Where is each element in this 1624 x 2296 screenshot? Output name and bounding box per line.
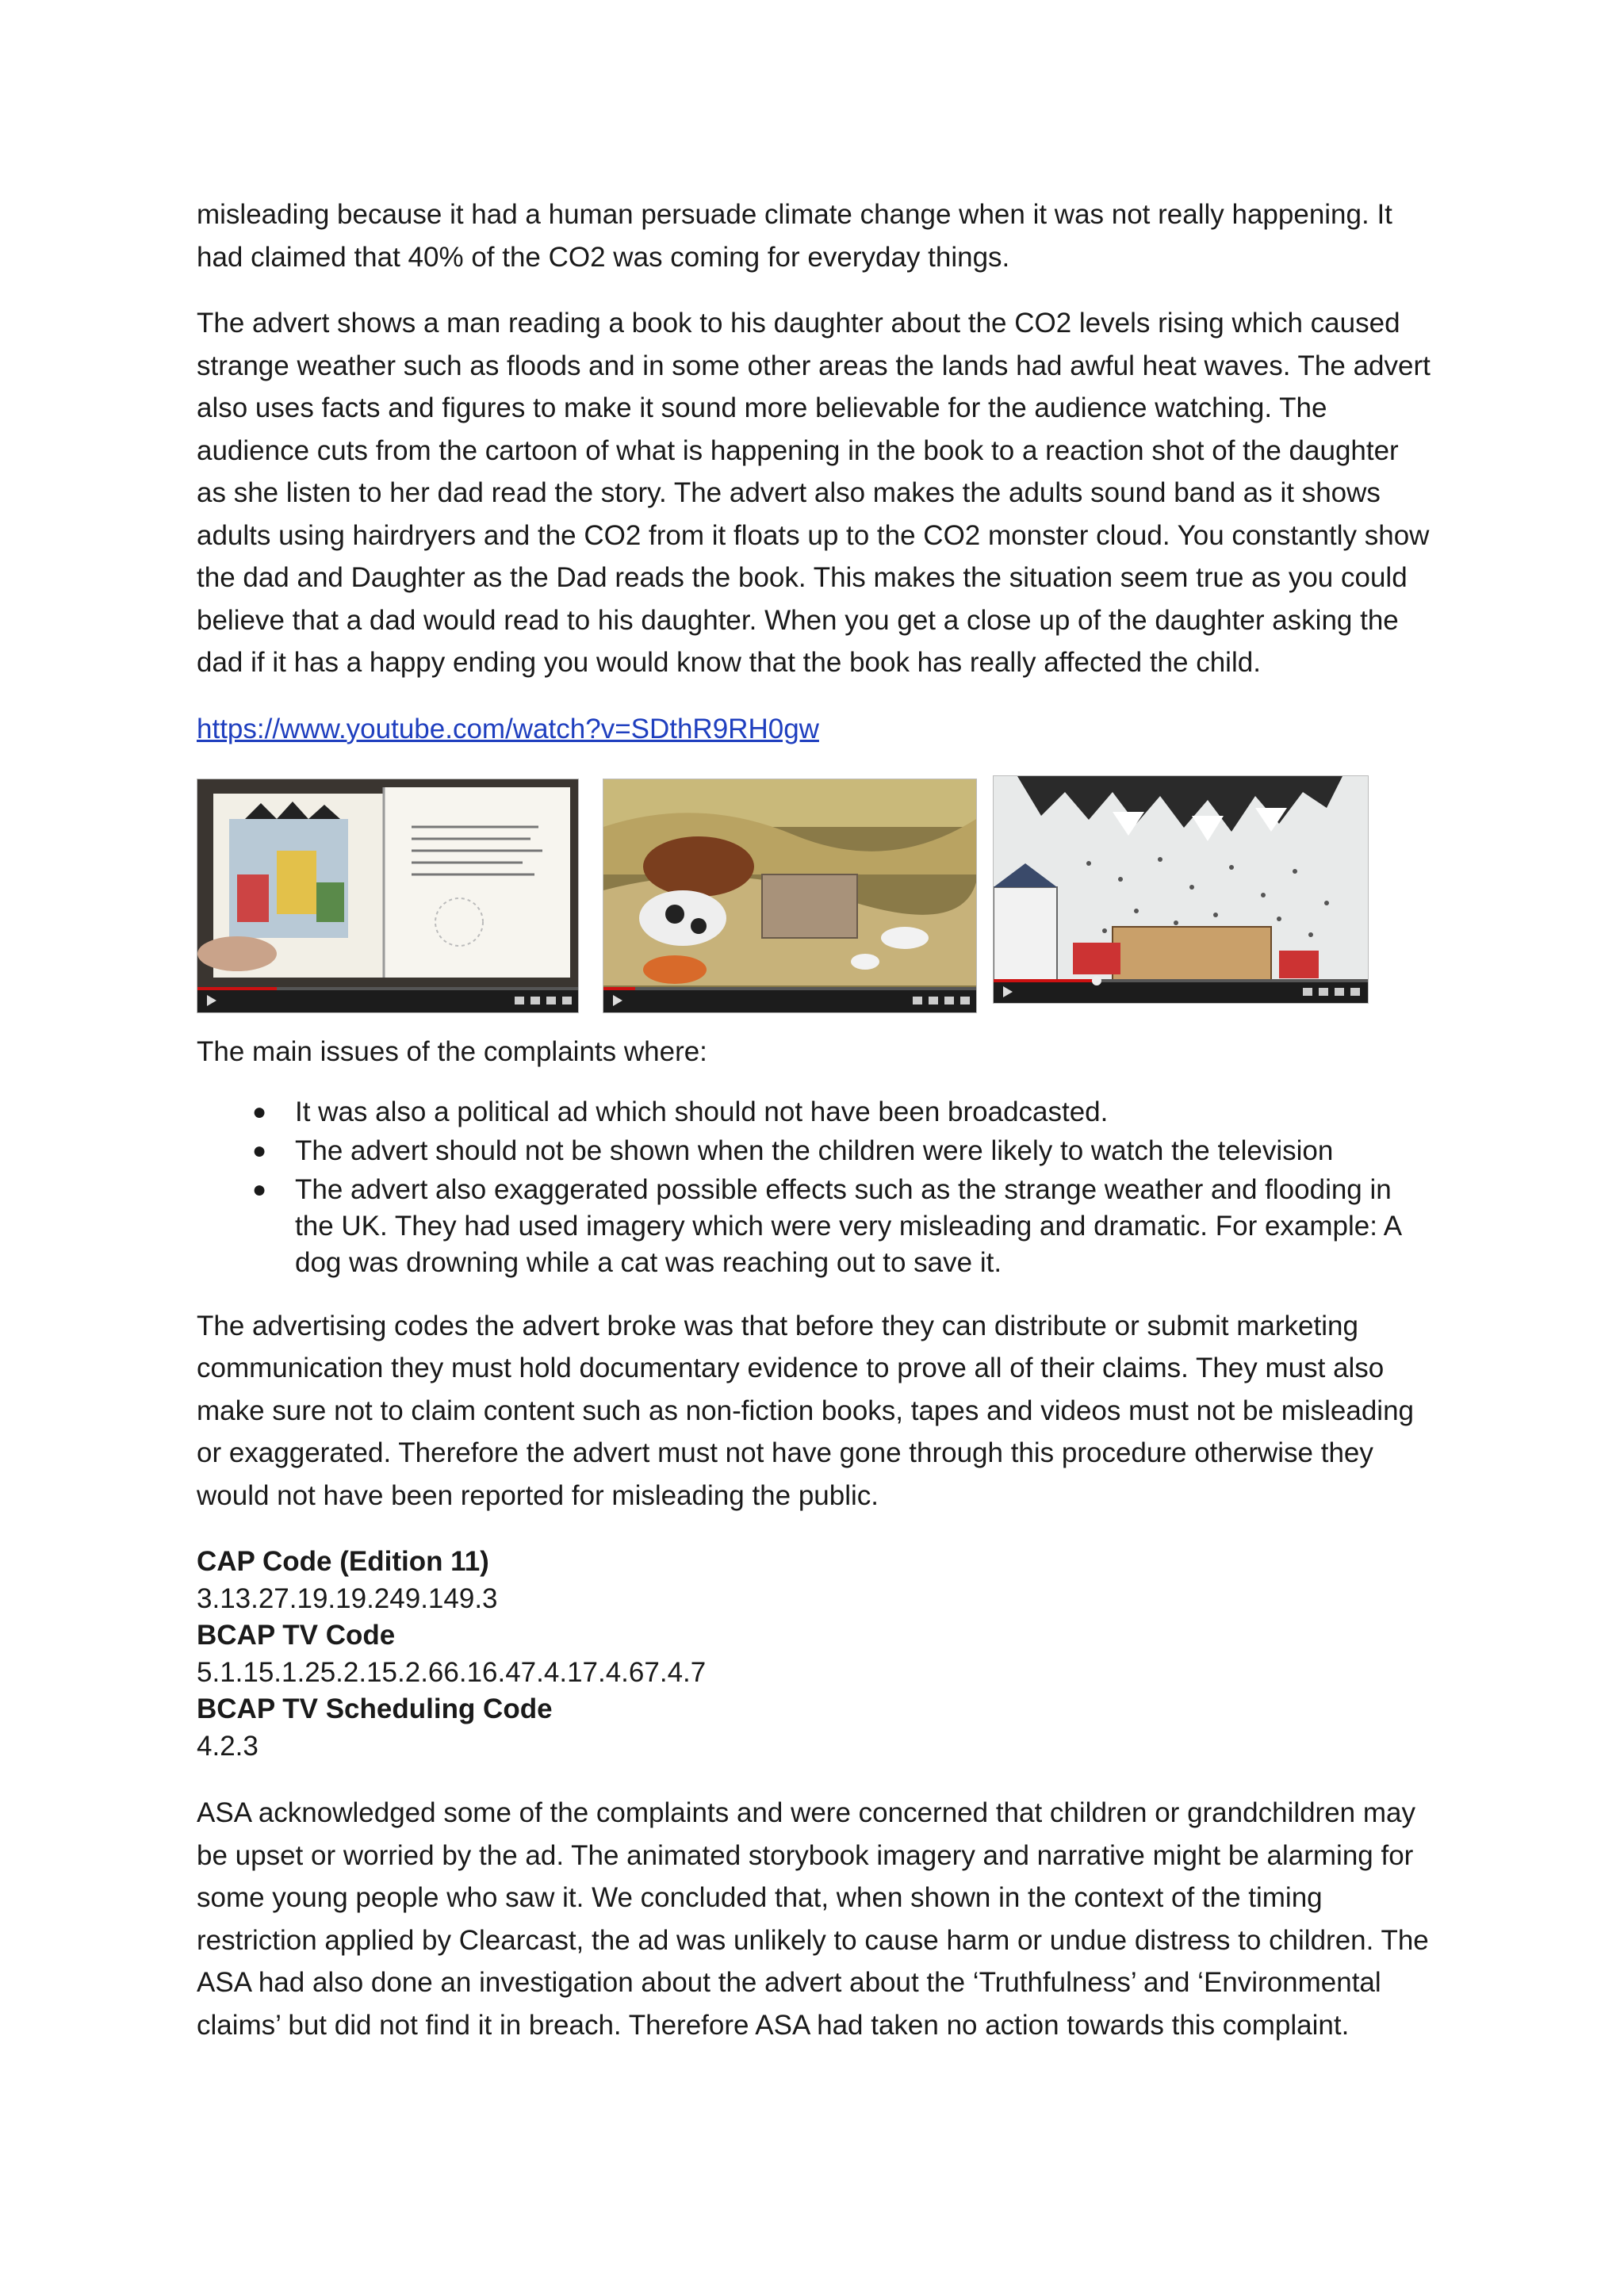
video-screenshots <box>197 779 1434 1016</box>
bcap-scheduling-value: 4.2.3 <box>197 1730 259 1762</box>
issues-heading: The main issues of the complaints where: <box>197 1036 707 1067</box>
codes-block <box>197 1544 1434 1765</box>
cap-code-heading: CAP Code (Edition 11) <box>197 1546 489 1577</box>
bcap-scheduling-heading: BCAP TV Scheduling Code <box>197 1693 553 1724</box>
bcap-tv-code-heading: BCAP TV Code <box>197 1620 396 1651</box>
bullet-icon: ● <box>252 1137 267 1164</box>
youtube-link[interactable]: https://www.youtube.com/watch?v=SDthR9RH0gw <box>197 713 819 744</box>
bullet-icon: ● <box>252 1098 267 1125</box>
bcap-tv-code-value: 5.1.15.1.25.2.15.2.66.16.47.4.17.4.67.4.7 <box>197 1656 707 1688</box>
video-screenshot-1[interactable] <box>197 779 579 1013</box>
paragraph-advert-description: The advert shows a man reading a book to his daughter about the CO2 levels rising which caused strange weather such as floods and in some other areas the lands had awful heat waves. The advert also uses facts and figures to make it sound more believable for the audience watching. The audience cuts from the cartoon of what is happening in the book to a reaction shot of the daughter as she listen to her dad read the story. The advert also makes the adults sound band as it shows adults using hairdryers and the CO2 from it floats up to the CO2 monster cloud. You constantly show the dad and Daughter as the Dad reads the book. This makes the situation seem true as you could believe that a dad would read to his daughter. When you get a close up of the daughter asking the dad if it has a happy ending you would know that the book has really affected the child. <box>197 308 1431 678</box>
issues-list <box>197 1094 1434 1281</box>
paragraph-advertising-codes: The advertising codes the advert broke was that before they can distribute or submit marketing communication they must hold documentary evidence to prove all of their claims. They must also make sure not to claim content such as non-fiction books, tapes and videos must not be misleading or exaggerated. Therefore the advert must not have gone through this procedure otherwise they would not have been reported for misleading the public. <box>197 1310 1415 1511</box>
cap-code-value: 3.13.27.19.19.249.149.3 <box>197 1582 498 1614</box>
bullet-icon: ● <box>252 1176 267 1203</box>
list-item: ● The advert also exaggerated possible effects such as the strange weather and flooding in the UK. They had used imagery which were very misleading and dramatic. For example: A dog was drowning while a cat was reaching out to save it. <box>197 1172 1434 1281</box>
paragraph-intro: misleading because it had a human persuade climate change when it was not really happening. It had claimed that 40% of the CO2 was coming for everyday things. <box>197 199 1392 273</box>
list-item: ● The advert should not be shown when the children were likely to watch the television <box>197 1133 1434 1169</box>
video-screenshot-3[interactable] <box>993 775 1369 1004</box>
paragraph-asa-conclusion: ASA acknowledged some of the complaints and were concerned that children or grandchildren may be upset or worried by the ad. The animated storybook imagery and narrative might be alarming for some young people who saw it. We concluded that, when shown in the context of the timing restriction applied by Clearcast, the ad was unlikely to cause harm or undue distress to children. The ASA had also done an investigation about the advert about the ‘Truthfulness’ and ‘Environmental claims’ but did not find it in breach. Therefore ASA had taken no action towards this complaint. <box>197 1797 1429 2041</box>
list-item: ● It was also a political ad which should not have been broadcasted. <box>197 1094 1434 1131</box>
video-screenshot-2[interactable] <box>603 779 977 1013</box>
document-body <box>197 193 1434 2046</box>
